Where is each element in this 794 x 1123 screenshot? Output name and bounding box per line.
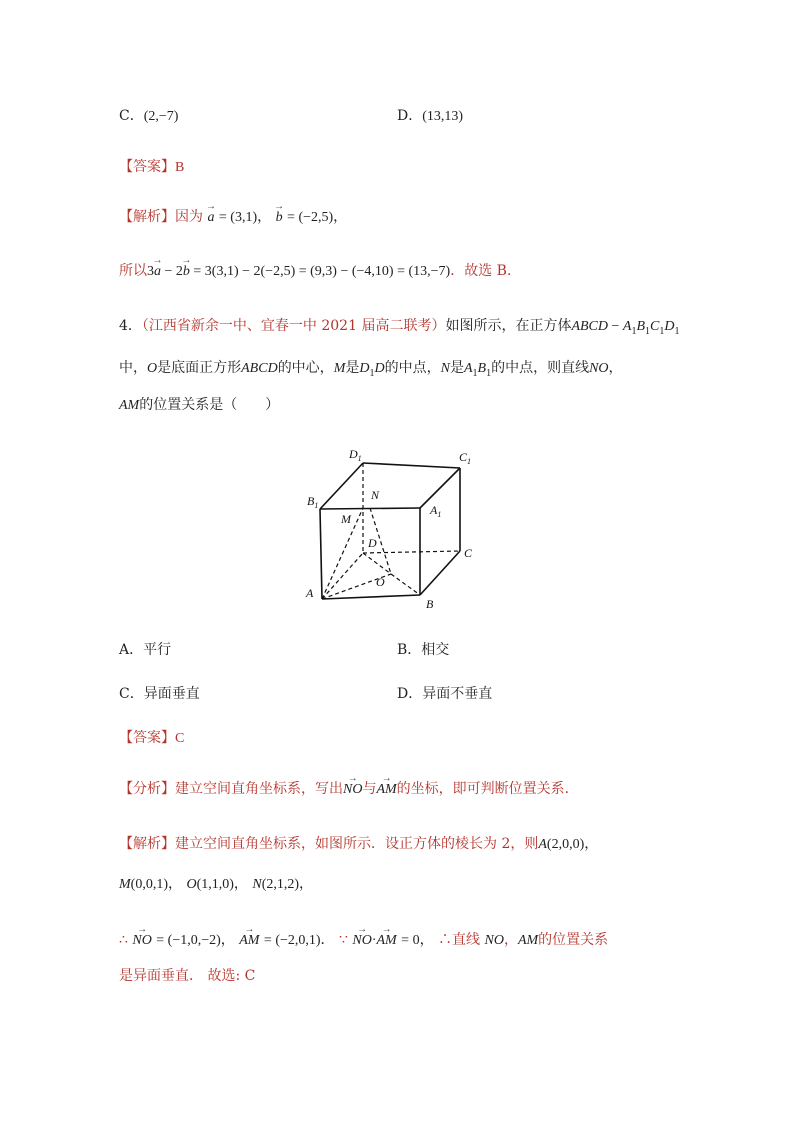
q4-stem-line1: 4．（江西省新余一中、宜春一中 2021 届高二联考）如图所示，在正方体ABCD − $A_1B_1C_1D_1$: [119, 318, 680, 337]
q3-answer: 【答案】B: [119, 159, 185, 175]
option-d: D．(13,13): [397, 108, 464, 124]
edge-B1-A: [320, 509, 322, 599]
q4-stem-line2: 中，O是底面正方形ABCD的中心，M是$D_1D$的中点，N是$A_1B_1$的中点，则直线NO，: [119, 360, 623, 379]
label-B1: $B_1$: [307, 494, 319, 510]
q4-fenxi: 【分析】建立空间直角坐标系，写出→ NO与→ AM的坐标，即可判断位置关系．: [119, 779, 794, 800]
q4-jiexi-line3: ∴ → NO = (−1,0,−2)， → AM = (−2,0,1)． ∵ → NO·→ AM = 0， ∴直线 NO，AM的位置关系: [119, 930, 794, 951]
cube-figure: [300, 440, 485, 615]
q4-stem-line3: AM的位置关系是（ ）: [119, 397, 280, 413]
q4-option-d: D．异面不垂直: [397, 686, 493, 702]
q4-jiexi-line1: 【解析】建立空间直角坐标系，如图所示．设正方体的棱长为 2，则A(2,0,0)，: [119, 836, 599, 852]
edge-A-B: [322, 595, 420, 599]
label-O: O: [376, 575, 385, 589]
option-c: C．(2,−7): [119, 108, 179, 124]
edge-B-C: [420, 551, 460, 595]
q4-option-a: A．平行: [119, 642, 172, 658]
label-N: N: [371, 488, 380, 502]
q4-answer: 【答案】C: [119, 730, 185, 746]
label-B: B: [426, 597, 434, 611]
label-D1: $D_1$: [349, 447, 362, 463]
edge-D1-C1: [363, 463, 460, 468]
edge-B1-D1: [320, 463, 363, 509]
segment-O-B: [391, 574, 420, 595]
segment-D-O: [363, 553, 391, 574]
label-A: A: [306, 586, 314, 600]
q4-jiexi-line2: M(0,0,1)， O(1,1,0)， N(2,1,2)，: [119, 877, 314, 892]
cube-hidden-edges: [322, 463, 460, 599]
edge-D-C: [363, 551, 460, 553]
q3-analysis: 【解析】因为 → a = (3,1)， → b = (−2,5)，: [119, 207, 794, 228]
label-M: M: [341, 512, 351, 526]
edge-A1-C1: [420, 468, 460, 508]
cube-solid-edges: [320, 463, 460, 599]
q4-option-b: B．相交: [397, 642, 450, 658]
label-D: D: [368, 536, 377, 550]
q4-option-c: C．异面垂直: [119, 686, 200, 702]
q4-conclusion: 是异面垂直． 故选: C: [119, 968, 256, 984]
label-A1: $A_1$: [430, 503, 442, 519]
q3-so-line: 所以3→ a − 2→ b = 3(3,1) − 2(−2,5) = (9,3) − (−4,10) = (13,−7)．故选 B．: [119, 261, 794, 282]
label-C: C: [464, 546, 473, 560]
label-C1: $C_1$: [459, 450, 472, 466]
